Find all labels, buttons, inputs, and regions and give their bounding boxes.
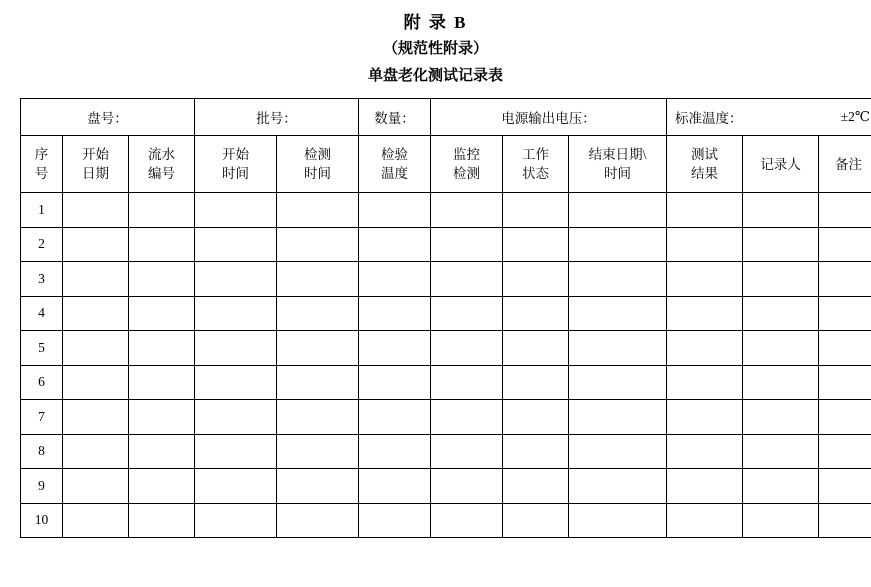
cell-start-time[interactable]: [195, 193, 277, 228]
cell-check-temperature[interactable]: [359, 365, 431, 400]
header-start-time: 开始 时间: [195, 136, 277, 193]
cell-seq: 4: [21, 296, 63, 331]
cell-serial-no[interactable]: [129, 503, 195, 538]
cell-recorder[interactable]: [743, 434, 819, 469]
cell-start-time[interactable]: [195, 400, 277, 435]
standard-temperature-label: 标准温度：: [675, 111, 743, 126]
cell-remark[interactable]: [819, 296, 871, 331]
standard-temperature-value: ±2℃: [840, 109, 871, 124]
cell-remark[interactable]: [819, 262, 871, 297]
cell-serial-no[interactable]: [129, 434, 195, 469]
cell-check-temperature[interactable]: [359, 331, 431, 366]
cell-work-status[interactable]: [503, 262, 569, 297]
cell-start-date[interactable]: [63, 193, 129, 228]
cell-test-result[interactable]: [667, 296, 743, 331]
cell-seq: 7: [21, 400, 63, 435]
cell-remark[interactable]: [819, 434, 871, 469]
cell-monitor-detection[interactable]: [431, 331, 503, 366]
table-header-row: [21, 136, 871, 193]
table-row: [21, 503, 871, 538]
header-test-result: 测试 结果: [667, 136, 743, 193]
cell-end-date-time[interactable]: [569, 469, 667, 504]
header-remark: 备注: [819, 136, 871, 193]
cell-work-status[interactable]: [503, 331, 569, 366]
cell-check-temperature[interactable]: [359, 296, 431, 331]
cell-serial-no[interactable]: [129, 400, 195, 435]
table-row: [21, 193, 871, 228]
cell-end-date-time[interactable]: [569, 503, 667, 538]
cell-test-result[interactable]: [667, 434, 743, 469]
header-monitor-detection: 监控 检测: [431, 136, 503, 193]
cell-end-date-time[interactable]: [569, 365, 667, 400]
cell-start-time[interactable]: [195, 331, 277, 366]
cell-monitor-detection[interactable]: [431, 469, 503, 504]
table-row: [21, 331, 871, 366]
cell-start-date[interactable]: [63, 469, 129, 504]
cell-test-result[interactable]: [667, 227, 743, 262]
cell-check-time[interactable]: [277, 469, 359, 504]
cell-remark[interactable]: [819, 400, 871, 435]
header-end-date-time: 结束日期\ 时间: [569, 136, 667, 193]
cell-end-date-time[interactable]: [569, 227, 667, 262]
cell-check-temperature[interactable]: [359, 227, 431, 262]
cell-monitor-detection[interactable]: [431, 296, 503, 331]
cell-start-date[interactable]: [63, 331, 129, 366]
table-row: [21, 296, 871, 331]
cell-check-time[interactable]: [277, 193, 359, 228]
table-row: [21, 434, 871, 469]
batch-no-cell[interactable]: 批号：: [195, 99, 359, 136]
disk-no-cell[interactable]: 盘号：: [21, 99, 195, 136]
cell-check-time[interactable]: [277, 331, 359, 366]
standard-temperature-cell[interactable]: [667, 99, 871, 136]
cell-start-time[interactable]: [195, 227, 277, 262]
cell-seq: 1: [21, 193, 63, 228]
cell-start-date[interactable]: [63, 262, 129, 297]
table-row: [21, 400, 871, 435]
cell-recorder[interactable]: [743, 262, 819, 297]
cell-work-status[interactable]: [503, 365, 569, 400]
cell-start-time[interactable]: [195, 503, 277, 538]
cell-monitor-detection[interactable]: [431, 262, 503, 297]
aging-test-record-table: [20, 98, 871, 538]
cell-check-temperature[interactable]: [359, 503, 431, 538]
cell-test-result[interactable]: [667, 365, 743, 400]
document-titles: [0, 0, 871, 90]
cell-recorder[interactable]: [743, 469, 819, 504]
cell-start-time[interactable]: [195, 365, 277, 400]
cell-start-time[interactable]: [195, 469, 277, 504]
cell-monitor-detection[interactable]: [431, 503, 503, 538]
cell-check-time[interactable]: [277, 262, 359, 297]
quantity-cell[interactable]: 数量：: [359, 99, 431, 136]
cell-work-status[interactable]: [503, 296, 569, 331]
cell-start-time[interactable]: [195, 296, 277, 331]
cell-check-temperature[interactable]: [359, 262, 431, 297]
cell-test-result[interactable]: [667, 469, 743, 504]
power-output-voltage-cell[interactable]: 电源输出电压：: [431, 99, 667, 136]
table-row: [21, 469, 871, 504]
cell-check-time[interactable]: [277, 434, 359, 469]
cell-serial-no[interactable]: [129, 227, 195, 262]
cell-seq: 5: [21, 331, 63, 366]
header-seq: 序 号: [21, 136, 63, 193]
cell-work-status[interactable]: [503, 400, 569, 435]
cell-check-temperature[interactable]: [359, 469, 431, 504]
cell-check-time[interactable]: [277, 227, 359, 262]
cell-start-date[interactable]: [63, 400, 129, 435]
cell-remark[interactable]: [819, 193, 871, 228]
appendix-subtitle: （规范性附录）: [382, 41, 488, 57]
cell-monitor-detection[interactable]: [431, 365, 503, 400]
cell-work-status[interactable]: [503, 469, 569, 504]
table-row: [21, 227, 871, 262]
cell-recorder[interactable]: [743, 365, 819, 400]
cell-serial-no[interactable]: [129, 296, 195, 331]
cell-check-temperature[interactable]: [359, 193, 431, 228]
cell-remark[interactable]: [819, 469, 871, 504]
cell-monitor-detection[interactable]: [431, 193, 503, 228]
cell-remark[interactable]: [819, 331, 871, 366]
cell-test-result[interactable]: [667, 262, 743, 297]
cell-check-time[interactable]: [277, 503, 359, 538]
cell-work-status[interactable]: [503, 193, 569, 228]
cell-test-result[interactable]: [667, 193, 743, 228]
header-recorder: 记录人: [743, 136, 819, 193]
cell-seq: 9: [21, 469, 63, 504]
cell-remark[interactable]: [819, 503, 871, 538]
cell-end-date-time[interactable]: [569, 331, 667, 366]
header-check-temperature: 检验 温度: [359, 136, 431, 193]
cell-seq: 6: [21, 365, 63, 400]
cell-remark[interactable]: [819, 227, 871, 262]
cell-serial-no[interactable]: [129, 262, 195, 297]
cell-check-temperature[interactable]: [359, 400, 431, 435]
cell-work-status[interactable]: [503, 227, 569, 262]
cell-test-result[interactable]: [667, 331, 743, 366]
cell-end-date-time[interactable]: [569, 193, 667, 228]
cell-check-time[interactable]: [277, 365, 359, 400]
cell-work-status[interactable]: [503, 434, 569, 469]
header-start-date: 开始 日期: [63, 136, 129, 193]
form-table-wrapper: [20, 98, 871, 538]
cell-serial-no[interactable]: [129, 331, 195, 366]
cell-recorder[interactable]: [743, 193, 819, 228]
table-row: [21, 262, 871, 297]
cell-recorder[interactable]: [743, 296, 819, 331]
cell-recorder[interactable]: [743, 331, 819, 366]
cell-test-result[interactable]: [667, 400, 743, 435]
cell-check-temperature[interactable]: [359, 434, 431, 469]
table-row: [21, 365, 871, 400]
cell-recorder[interactable]: [743, 227, 819, 262]
cell-seq: 2: [21, 227, 63, 262]
cell-serial-no[interactable]: [129, 193, 195, 228]
cell-start-date[interactable]: [63, 434, 129, 469]
cell-start-date[interactable]: [63, 365, 129, 400]
header-serial-no: 流水 编号: [129, 136, 195, 193]
cell-remark[interactable]: [819, 365, 871, 400]
cell-start-date[interactable]: [63, 227, 129, 262]
header-check-time: 检测 时间: [277, 136, 359, 193]
cell-recorder[interactable]: [743, 400, 819, 435]
cell-recorder[interactable]: [743, 503, 819, 538]
cell-monitor-detection[interactable]: [431, 434, 503, 469]
cell-check-time[interactable]: [277, 400, 359, 435]
cell-work-status[interactable]: [503, 503, 569, 538]
cell-start-time[interactable]: [195, 434, 277, 469]
cell-serial-no[interactable]: [129, 365, 195, 400]
cell-monitor-detection[interactable]: [431, 227, 503, 262]
form-title: 单盘老化测试记录表: [367, 68, 503, 84]
cell-monitor-detection[interactable]: [431, 400, 503, 435]
cell-end-date-time[interactable]: [569, 434, 667, 469]
cell-start-date[interactable]: [63, 296, 129, 331]
cell-end-date-time[interactable]: [569, 262, 667, 297]
cell-start-time[interactable]: [195, 262, 277, 297]
table-info-row: [21, 99, 871, 136]
cell-seq: 8: [21, 434, 63, 469]
cell-seq: 3: [21, 262, 63, 297]
header-work-status: 工作 状态: [503, 136, 569, 193]
cell-start-date[interactable]: [63, 503, 129, 538]
cell-seq: 10: [21, 503, 63, 538]
appendix-title: 附 录 B: [403, 13, 468, 32]
cell-end-date-time[interactable]: [569, 296, 667, 331]
cell-serial-no[interactable]: [129, 469, 195, 504]
cell-test-result[interactable]: [667, 503, 743, 538]
cell-end-date-time[interactable]: [569, 400, 667, 435]
cell-check-time[interactable]: [277, 296, 359, 331]
